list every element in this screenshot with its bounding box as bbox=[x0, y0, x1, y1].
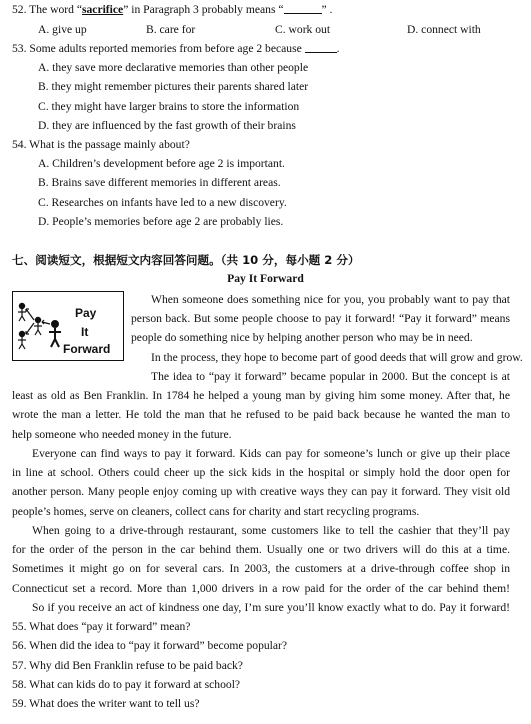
passage-line: In the process, they hope to become part of good deeds that will grow and grow. bbox=[151, 351, 523, 364]
option-b[interactable]: B. care for bbox=[146, 23, 196, 36]
passage-line: for the order of the person in the car behind them. Usually one or two drivers will do this at a time. bbox=[12, 543, 510, 556]
option-c[interactable]: C. they might have larger brains to store the information bbox=[38, 100, 300, 113]
question-56: 56. When did the idea to “pay it forward” become popular? bbox=[12, 639, 288, 652]
q52-stem-pre: 52. The word “ bbox=[12, 3, 82, 16]
passage-line: help someone who needed money in the future. bbox=[12, 428, 232, 441]
logo-word-pay: Pay bbox=[75, 306, 97, 320]
passage-line: in line at school. Others could cheer up the sick kids in the hospital or simply hold the door open for bbox=[12, 466, 510, 479]
answer-blank[interactable] bbox=[284, 3, 322, 14]
pay-it-forward-logo bbox=[12, 291, 124, 361]
passage-line: When going to a drive-through restaurant, some customers like to tell the cashier that they’ll pay bbox=[32, 524, 510, 537]
option-d[interactable]: D. connect with bbox=[407, 23, 481, 36]
question-55: 55. What does “pay it forward” mean? bbox=[12, 620, 191, 633]
passage-line: people’s homes, serve on cleaners, collect cans for charity and start recycling programs. bbox=[12, 505, 420, 518]
question-58: 58. What can kids do to pay it forward at school? bbox=[12, 678, 241, 691]
option-d[interactable]: D. they are influenced by the fast growth of their brains bbox=[38, 119, 296, 132]
section-heading: 七、阅读短文，根据短文内容回答问题。（共 10 分，每小题 2 分） bbox=[12, 253, 360, 267]
option-b[interactable]: B. Brains save different memories in different areas. bbox=[38, 176, 281, 189]
question-52-stem bbox=[12, 3, 332, 16]
q52-stem-end: ” . bbox=[321, 3, 333, 16]
passage-line: Everyone can find ways to pay it forward. Kids can pay for someone’s lunch or give up their place bbox=[32, 447, 510, 460]
question-57: 57. Why did Ben Franklin refuse to be paid back? bbox=[12, 659, 243, 672]
question-53-stem bbox=[12, 42, 340, 55]
passage-title: Pay It Forward bbox=[227, 272, 304, 285]
option-c[interactable]: C. work out bbox=[275, 23, 331, 36]
question-52-options bbox=[38, 23, 508, 36]
option-a[interactable]: A. give up bbox=[38, 23, 87, 36]
passage-line: Sometimes it might go on for several cars. In 2003, the customers at a drive-through coffee shop in bbox=[12, 562, 510, 575]
passage-line: another person. Many people enjoy coming up with creative ways they can pay it forward. They visit old bbox=[12, 485, 510, 498]
passage-line: The idea to “pay it forward” became popular in 2000. But the concept is at bbox=[151, 370, 510, 383]
question-54-stem: 54. What is the passage mainly about? bbox=[12, 138, 190, 151]
q53-stem-end: . bbox=[336, 42, 340, 55]
passage-line: people do something nice by helping another person who may be in need. bbox=[131, 331, 473, 344]
answer-blank[interactable] bbox=[305, 42, 337, 53]
option-b[interactable]: B. they might remember pictures their parents shared later bbox=[38, 80, 309, 93]
option-c[interactable]: C. Researches on infants have led to a new discovery. bbox=[38, 196, 287, 209]
passage-line: least as old as Ben Franklin. In 1784 he helped a young man by giving him some money. After that, he bbox=[12, 389, 510, 402]
q52-stem-post: ” in Paragraph 3 probably means “ bbox=[123, 3, 284, 16]
option-d[interactable]: D. People’s memories before age 2 are probably lies. bbox=[38, 215, 284, 228]
question-59: 59. What does the writer want to tell us? bbox=[12, 697, 200, 710]
option-a[interactable]: A. they save more declarative memories than other people bbox=[38, 61, 309, 74]
passage-line: Connecticut set a record. More than 1,000 drivers in a row paid for the order of the car behind them! bbox=[12, 582, 510, 595]
passage-line: wrote the man a letter. He told the man that he refused to be paid back because he wanted the man to bbox=[12, 408, 510, 421]
logo-word-forward: Forward bbox=[63, 342, 111, 356]
passage-line: So if you receive an act of kindness one day, I’m sure you’ll know exactly what to do. Pay it forward! bbox=[32, 601, 510, 614]
option-a[interactable]: A. Children’s development before age 2 is important. bbox=[38, 157, 285, 170]
q52-target-word: sacrifice bbox=[81, 3, 124, 16]
q53-stem-text: 53. Some adults reported memories from before age 2 because bbox=[12, 42, 302, 55]
logo-word-it: It bbox=[81, 325, 89, 339]
passage-line: When someone does something nice for you, you probably want to pay that bbox=[151, 293, 510, 306]
passage-line: person back. But some people choose to pay it forward! “Pay it forward” means bbox=[131, 312, 510, 325]
